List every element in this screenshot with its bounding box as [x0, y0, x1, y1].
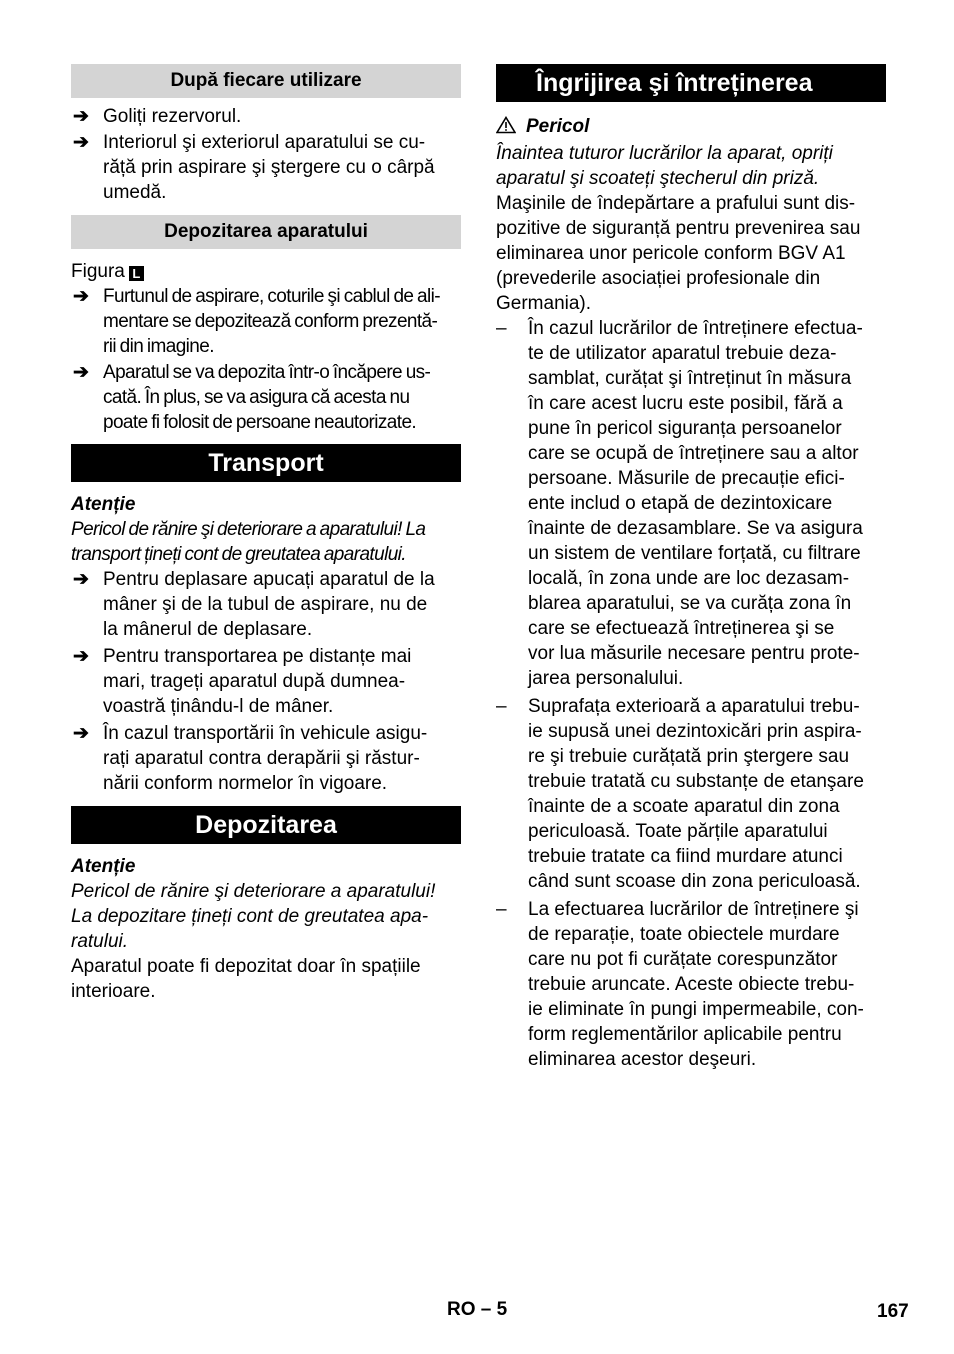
attention-label: Atenție	[71, 856, 136, 877]
list-item-text: Interiorul şi exteriorul aparatului se cu- răță prin aspirare şi ştergere cu o cârpă umedă.	[103, 132, 435, 203]
warning-text: Pericol de rănire şi deteriorare a aparatului! La transport țineți cont de greutatea aparatului.	[71, 519, 426, 565]
arrow-right-icon: ➔	[73, 569, 89, 590]
list-item-text: Furtunul de aspirare, coturile şi cablul de ali- mentare se depozitează conform prezentă- rii din imagine.	[103, 286, 440, 357]
figure-reference	[71, 259, 461, 284]
right-column	[496, 64, 886, 1075]
list-item-text: Pentru transportarea pe distanțe mai mari, trageți aparatul după dumnea- voastră ținându-l de mâner.	[103, 646, 412, 717]
list-item	[71, 284, 461, 359]
warning-text: Pericol de rănire şi deteriorare a aparatului! La depozitare țineți cont de greutatea apa- ratului.	[71, 881, 436, 952]
storage-text: Aparatul poate fi depozitat doar în spațiile interioare.	[71, 956, 421, 1002]
list-item	[71, 130, 461, 205]
footer-section-label: RO – 5	[447, 1299, 508, 1320]
section-heading-storage: Depozitarea	[71, 806, 461, 844]
list-item-text: Goliți rezervorul.	[103, 106, 242, 127]
list-item	[71, 360, 461, 435]
dash-bullet: –	[496, 318, 507, 339]
arrow-right-icon: ➔	[73, 132, 89, 153]
list-item	[496, 694, 886, 894]
figure-code-badge: L	[129, 266, 144, 281]
intro-text: Maşinile de îndepărtare a prafului sunt dis- pozitive de siguranță pentru prevenirea sau eliminarea unor pericole conform BGV A1 (prevederile asociației profesionale din Germania).	[496, 193, 861, 314]
list-item	[496, 897, 886, 1072]
list-item	[71, 104, 461, 129]
warning-triangle-icon	[496, 116, 516, 141]
list-item-text: În cazul lucrărilor de întreținere efectua- te de utilizator aparatul trebuie deza- samblat, curățat şi întreținut în măsura în care acest lucru este posibil, fără a pune în pericol siguranța persoanelor care se ocupă de întreținere sau a altor persoane. Măsurile de precauție efici- ente includ o etapă de dezintoxicare înainte de dezasamblare. Se va asigura un sistem de ventilare forțată, cu filtrare locală, în zona unde are loc dezasam- blarea aparatului, se va curăța zona în care se efectuează întreținerea şi se vor lua măsurile necesare pentru prote- jarea personalului.	[528, 318, 863, 689]
dash-bullet: –	[496, 696, 507, 717]
list-item	[71, 567, 461, 642]
arrow-right-icon: ➔	[73, 723, 89, 744]
figure-label: Figura	[71, 261, 125, 282]
list-item-text: Aparatul se va depozita într-o încăpere us- cată. În plus, se va asigura că acesta nu poate fi folosit de persoane neautorizate.	[103, 362, 431, 433]
danger-label: Pericol	[526, 116, 590, 137]
section-heading-care: Îngrijirea şi întreținerea	[496, 64, 886, 102]
section-heading-after-use: După fiecare utilizare	[71, 64, 461, 98]
danger-header	[496, 114, 886, 141]
arrow-right-icon: ➔	[73, 646, 89, 667]
arrow-right-icon: ➔	[73, 106, 89, 127]
list-item	[71, 721, 461, 796]
list-item	[71, 644, 461, 719]
list-item-text: Suprafața exterioară a aparatului trebu- ie supusă unei dezintoxicări prin aspira- re şi trebuie curățată prin ştergere sau trebuie tratată cu substanțe de etanşare înainte de a scoate aparatul din zona periculoasă. Toate părțile aparatului trebuie tratate ca fiind murdare atunci când sunt scoase din zona periculoasă.	[528, 696, 864, 892]
danger-text: Înaintea tuturor lucrărilor la aparat, opriți aparatul şi scoateți ştecherul din priză.	[496, 143, 833, 189]
list-item-text: Pentru deplasare apucați aparatul de la mâner şi de la tubul de aspirare, nu de la mânerul de deplasare.	[103, 569, 435, 640]
dash-bullet: –	[496, 899, 507, 920]
section-heading-storage-device: Depozitarea aparatului	[71, 215, 461, 249]
attention-label: Atenție	[71, 494, 136, 515]
section-heading-transport: Transport	[71, 444, 461, 482]
page-number: 167	[877, 1301, 909, 1322]
list-item	[496, 316, 886, 691]
left-column	[71, 64, 461, 1004]
arrow-right-icon: ➔	[73, 362, 89, 383]
list-item-text: În cazul transportării în vehicule asigu- rați aparatul contra derapării şi răstur- nării conform normelor în vigoare.	[103, 723, 428, 794]
arrow-right-icon: ➔	[73, 286, 89, 307]
list-item-text: La efectuarea lucrărilor de întreținere şi de reparație, toate obiectele murdare care nu pot fi curățate corespunzător trebuie aruncate. Aceste obiecte trebu- ie eliminate în pungi impermeabile, con- form reglementărilor aplicabile pentru eliminarea acestor deşeuri.	[528, 899, 864, 1070]
